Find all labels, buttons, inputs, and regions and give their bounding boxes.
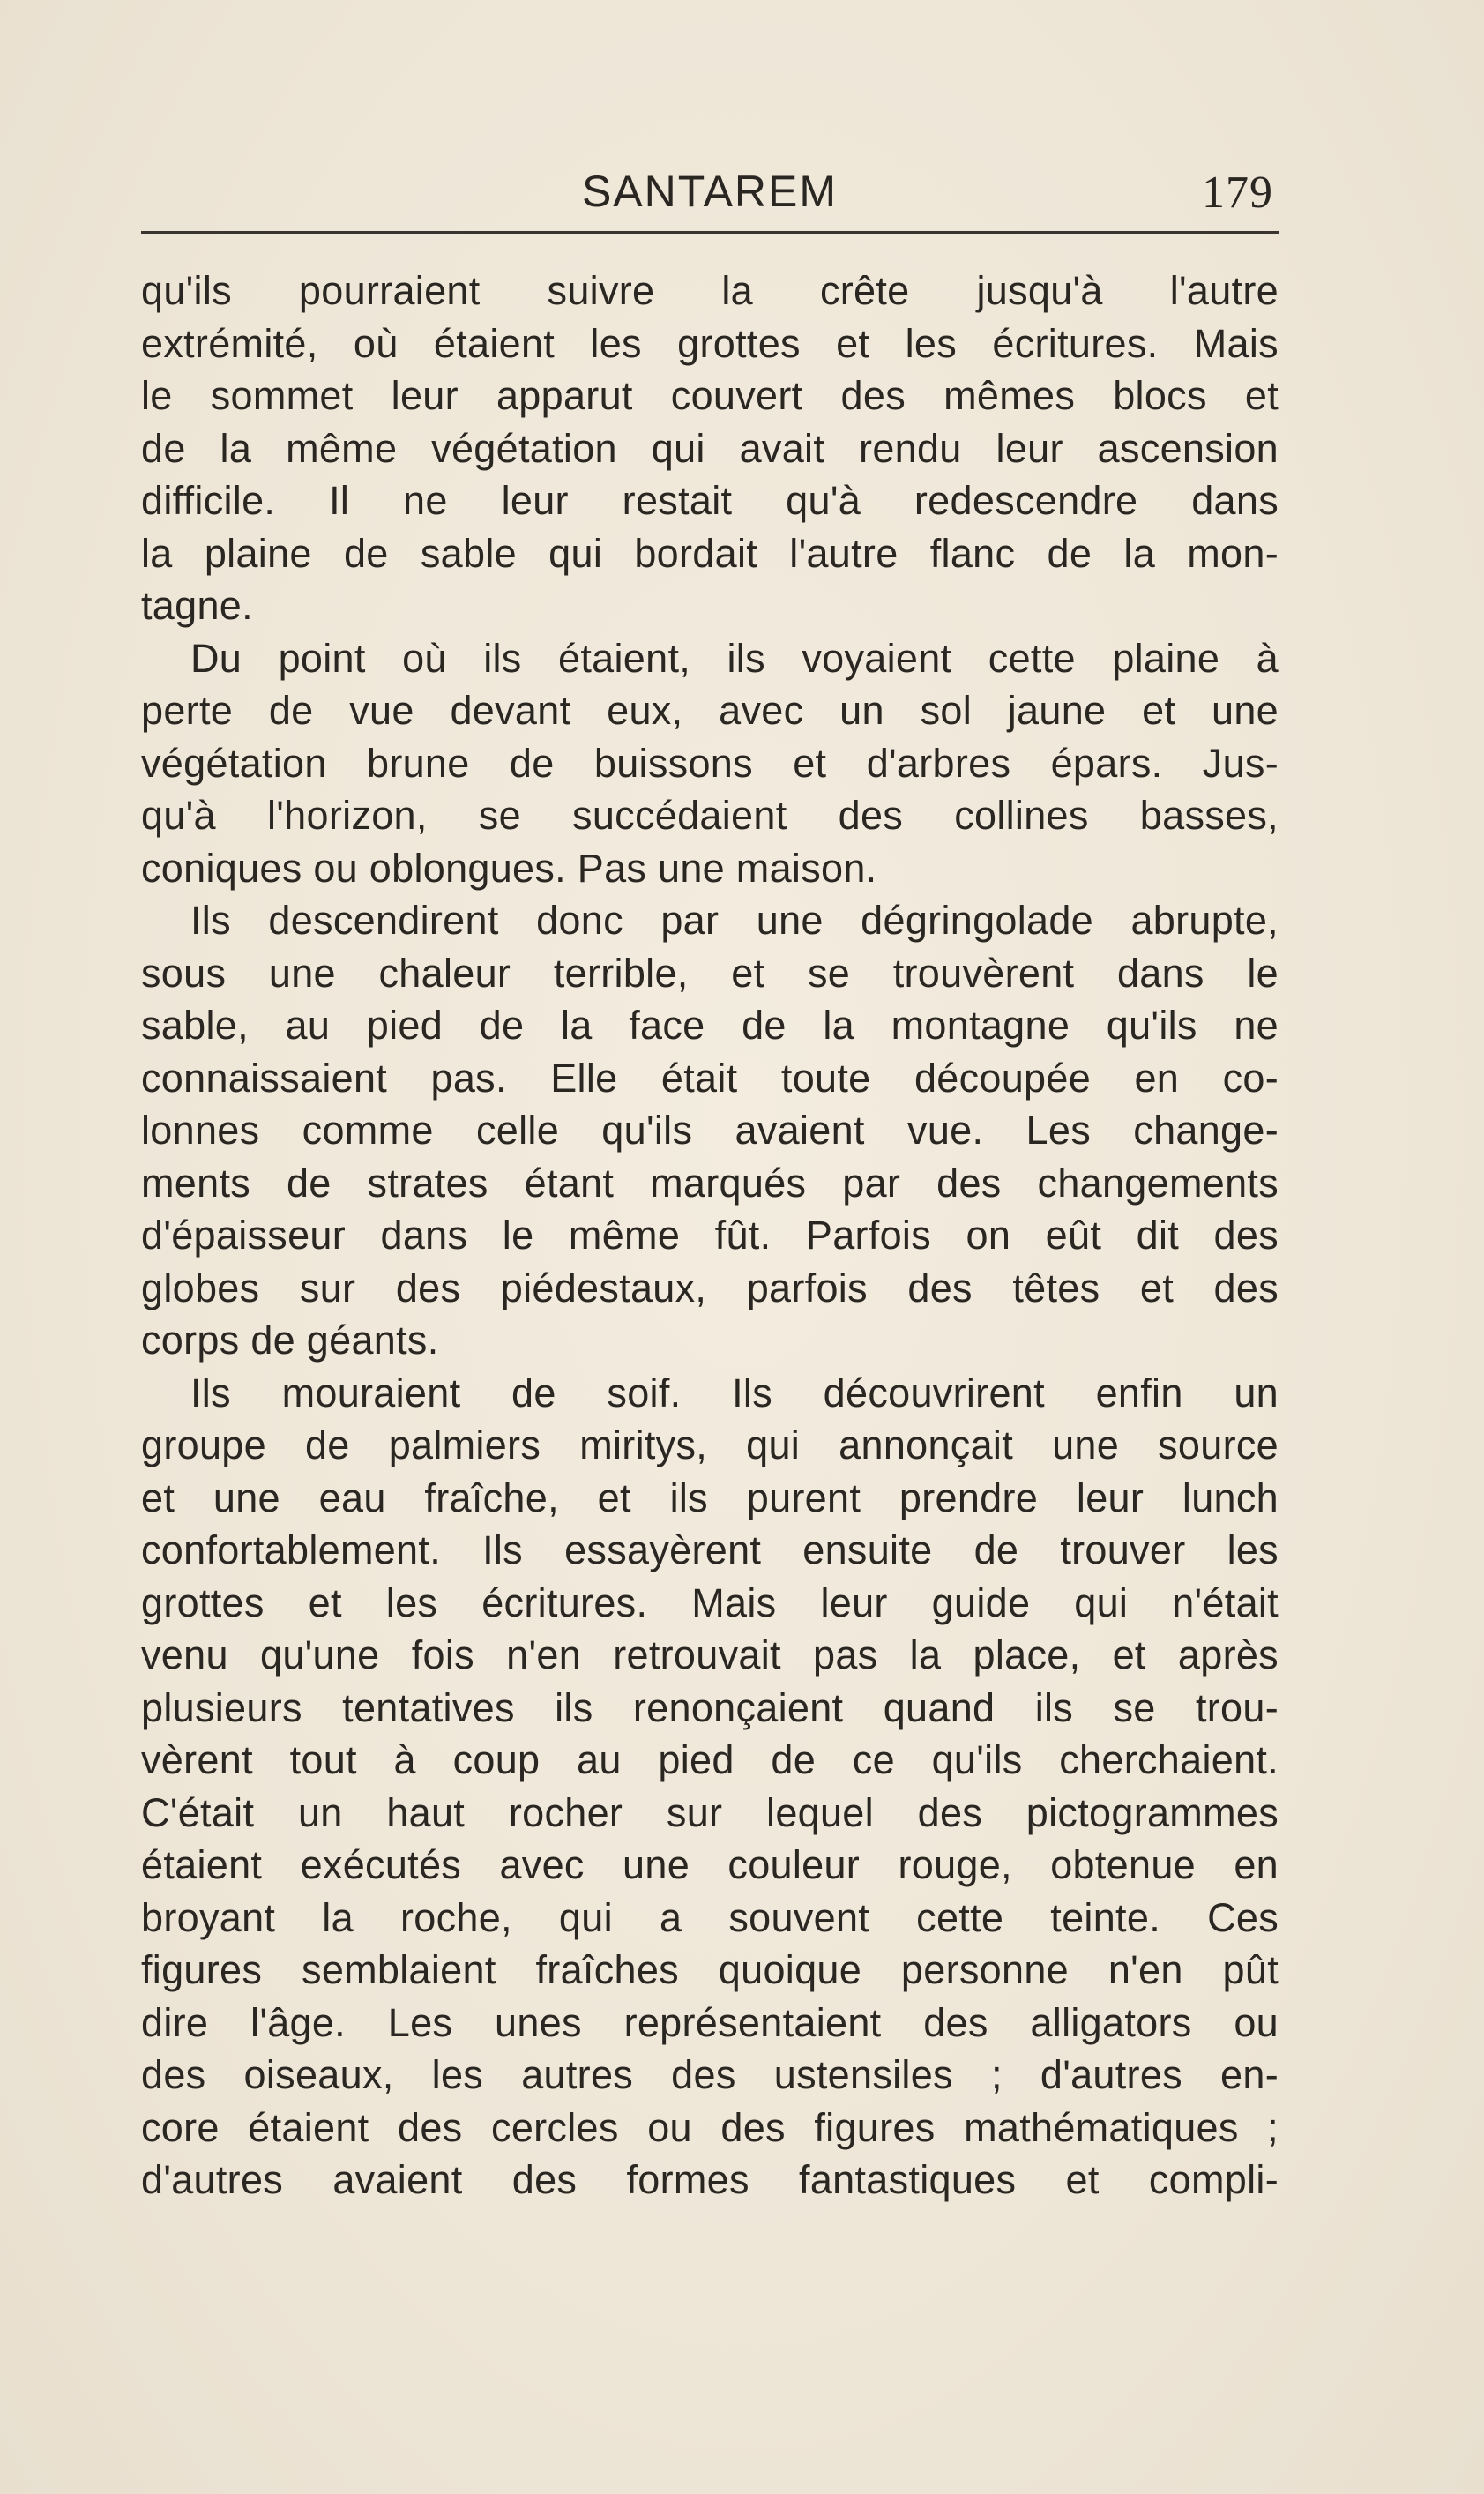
text-line: dire l'âge. Les unes représentaient des alligators ou [141, 1999, 1279, 2045]
running-title: SANTAREM [581, 167, 839, 216]
text-line: qu'à l'horizon, se succédaient des collines basses, [141, 793, 1279, 838]
text-line: tagne. [141, 583, 253, 628]
text-line: broyant la roche, qui a souvent cette teinte. Ces [141, 1894, 1279, 1940]
text-line: sable, au pied de la face de la montagne qu'ils ne [141, 1003, 1279, 1048]
text-line: grottes et les écritures. Mais leur guide qui n'était [141, 1579, 1279, 1625]
text-line: coniques ou oblongues. Pas une maison. [141, 845, 877, 891]
page-header [141, 161, 1279, 222]
text-line: sous une chaleur terrible, et se trouvèrent dans le [141, 950, 1279, 996]
page-number: 179 [1202, 168, 1273, 218]
text-line: d'épaisseur dans le même fût. Parfois on eût dit des [141, 1213, 1279, 1258]
text-line: venu qu'une fois n'en retrouvait pas la place, et après [141, 1632, 1279, 1677]
text-line: étaient exécutés avec une couleur rouge, obtenue en [141, 1842, 1279, 1887]
text-line: extrémité, où étaient les grottes et les écritures. Mais [141, 320, 1279, 366]
text-line: connaissaient pas. Elle était toute découpée en co- [141, 1055, 1279, 1101]
text-line: et une eau fraîche, et ils purent prendre leur lunch [141, 1475, 1279, 1520]
text-line: vèrent tout à coup au pied de ce qu'ils cherchaient. [141, 1737, 1279, 1782]
text-line: Ils descendirent donc par une dégringolade abrupte, [190, 898, 1279, 943]
text-line: Du point où ils étaient, ils voyaient cette plaine à [190, 635, 1279, 681]
text-line: Ils mouraient de soif. Ils découvrirent enfin un [190, 1370, 1279, 1415]
text-line: plusieurs tentatives ils renonçaient quand ils se trou- [141, 1684, 1279, 1730]
text-line: difficile. Il ne leur restait qu'à redescendre dans [141, 478, 1279, 523]
text-line: core étaient des cercles ou des figures mathématiques ; [141, 2104, 1279, 2150]
header-rule [141, 231, 1279, 234]
text-line: végétation brune de buissons et d'arbres épars. Jus- [141, 740, 1279, 786]
body-text [141, 265, 1279, 2207]
text-line: confortablement. Ils essayèrent ensuite de trouver les [141, 1527, 1279, 1572]
text-line: perte de vue devant eux, avec un sol jaune et une [141, 688, 1279, 733]
text-line: C'était un haut rocher sur lequel des pictogrammes [141, 1789, 1279, 1835]
text-line: qu'ils pourraient suivre la crête jusqu'à l'autre [141, 268, 1279, 313]
text-line: la plaine de sable qui bordait l'autre flanc de la mon- [141, 530, 1279, 576]
text-line: le sommet leur apparut couvert des mêmes blocs et [141, 373, 1279, 418]
text-line: globes sur des piédestaux, parfois des têtes et des [141, 1265, 1279, 1310]
text-line: ments de strates étant marqués par des changements [141, 1160, 1279, 1206]
text-line: groupe de palmiers miritys, qui annonçait une source [141, 1422, 1279, 1467]
text-line: figures semblaient fraîches quoique personne n'en pût [141, 1947, 1279, 1992]
text-line: lonnes comme celle qu'ils avaient vue. Les change- [141, 1108, 1279, 1153]
text-line: d'autres avaient des formes fantastiques et compli- [141, 2157, 1279, 2202]
text-line: des oiseaux, les autres des ustensiles ; d'autres en- [141, 2052, 1279, 2097]
text-line: de la même végétation qui avait rendu leur ascension [141, 425, 1279, 471]
text-line: corps de géants. [141, 1318, 439, 1363]
